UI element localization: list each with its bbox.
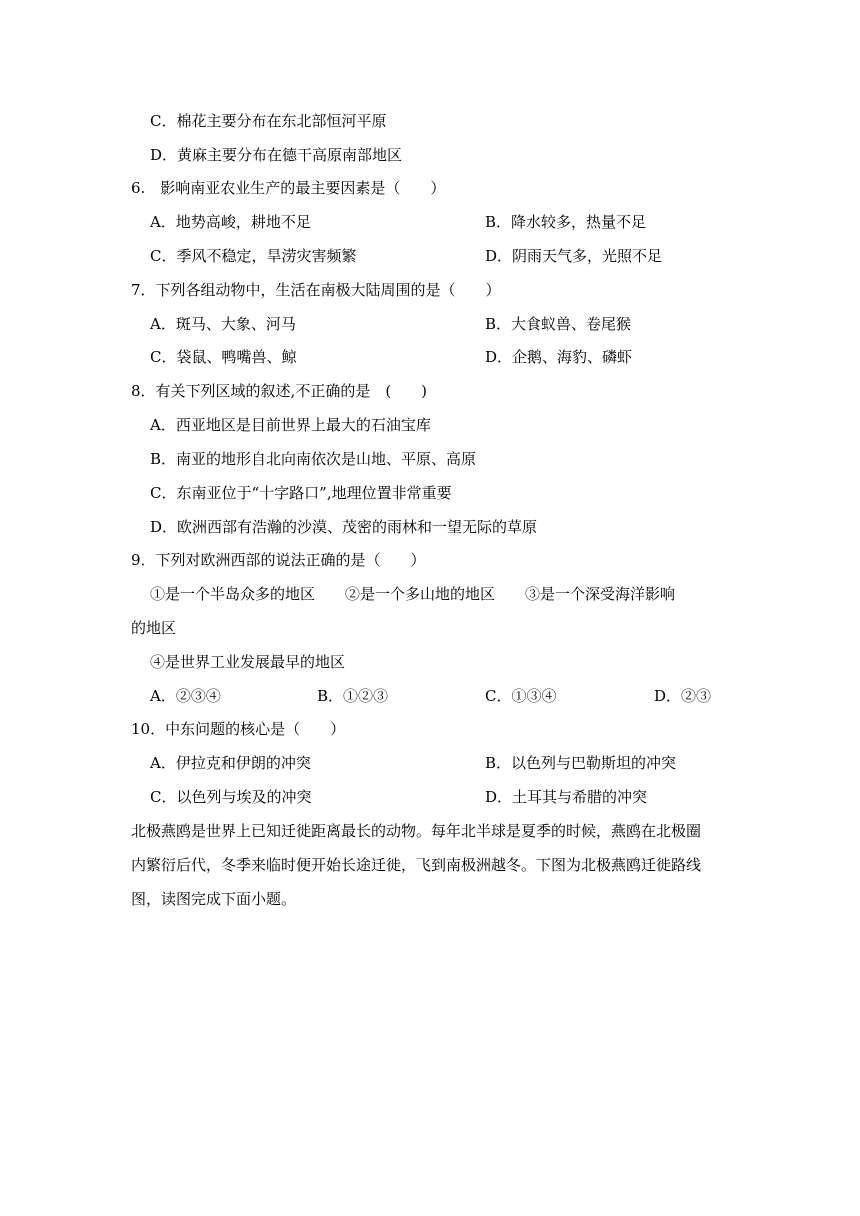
q6-option-a: A．地势高峻，耕地不足: [150, 213, 311, 231]
q5-option-d: D．黄麻主要分布在德干高原南部地区: [150, 146, 403, 164]
q6-option-c: C．季风不稳定，旱涝灾害频繁: [150, 247, 357, 265]
q6-option-b: B．降水较多，热量不足: [485, 213, 647, 231]
passage-line-1: 北极燕鸥是世界上已知迁徙距离最长的动物。每年北半球是夏季的时候，燕鸥在北极圈: [131, 822, 702, 840]
q10-option-d: D．土耳其与希腊的冲突: [485, 788, 648, 806]
q9-stem: 9．下列对欧洲西部的说法正确的是（ ）: [131, 551, 426, 569]
q7-option-d: D．企鹅、海豹、磷虾: [485, 348, 633, 366]
q5-option-c: C．棉花主要分布在东北部恒河平原: [150, 112, 387, 130]
q10-option-c: C．以色列与埃及的冲突: [150, 788, 312, 806]
q9-statements-line-2: 的地区: [131, 619, 177, 637]
q7-option-b: B．大食蚁兽、卷尾猴: [485, 315, 632, 333]
q7-option-a: A．斑马、大象、河马: [150, 315, 296, 333]
q8-option-b: B．南亚的地形自北向南依次是山地、平原、高原: [150, 450, 477, 468]
q6-stem: 6. 影响南亚农业生产的最主要因素是（ ）: [131, 179, 446, 197]
q9-statements-line-1: ①是一个半岛众多的地区 ②是一个多山地的地区 ③是一个深受海洋影响: [150, 585, 676, 603]
passage-line-3: 图，读图完成下面小题。: [131, 890, 297, 908]
q8-option-c: C．东南亚位于“十字路口”,地理位置非常重要: [150, 484, 452, 502]
passage-line-2: 内繁衍后代，冬季来临时便开始长途迁徙，飞到南极洲越冬。下图为北极燕鸥迁徙路线: [131, 856, 702, 874]
q10-option-b: B．以色列与巴勒斯坦的冲突: [485, 754, 677, 772]
q6-option-d: D．阴雨天气多，光照不足: [485, 247, 663, 265]
q9-option-d: D．②③: [654, 687, 712, 705]
q9-option-c: C．①③④: [485, 687, 557, 705]
q8-option-a: A．西亚地区是目前世界上最大的石油宝库: [150, 416, 431, 434]
q9-statements-line-3: ④是世界工业发展最早的地区: [150, 653, 346, 671]
q10-stem: 10．中东问题的核心是（ ）: [131, 720, 346, 738]
q7-stem: 7．下列各组动物中，生活在南极大陆周围的是（ ）: [131, 281, 501, 299]
q8-stem: 8．有关下列区域的叙述,不正确的是 ( ): [131, 382, 428, 400]
q7-option-c: C．袋鼠、鸭嘴兽、鲸: [150, 348, 297, 366]
q9-option-b: B．①②③: [317, 687, 389, 705]
q9-option-a: A．②③④: [150, 687, 221, 705]
q8-option-d: D．欧洲西部有浩瀚的沙漠、茂密的雨林和一望无际的草原: [150, 518, 538, 536]
q10-option-a: A．伊拉克和伊朗的冲突: [150, 754, 311, 772]
